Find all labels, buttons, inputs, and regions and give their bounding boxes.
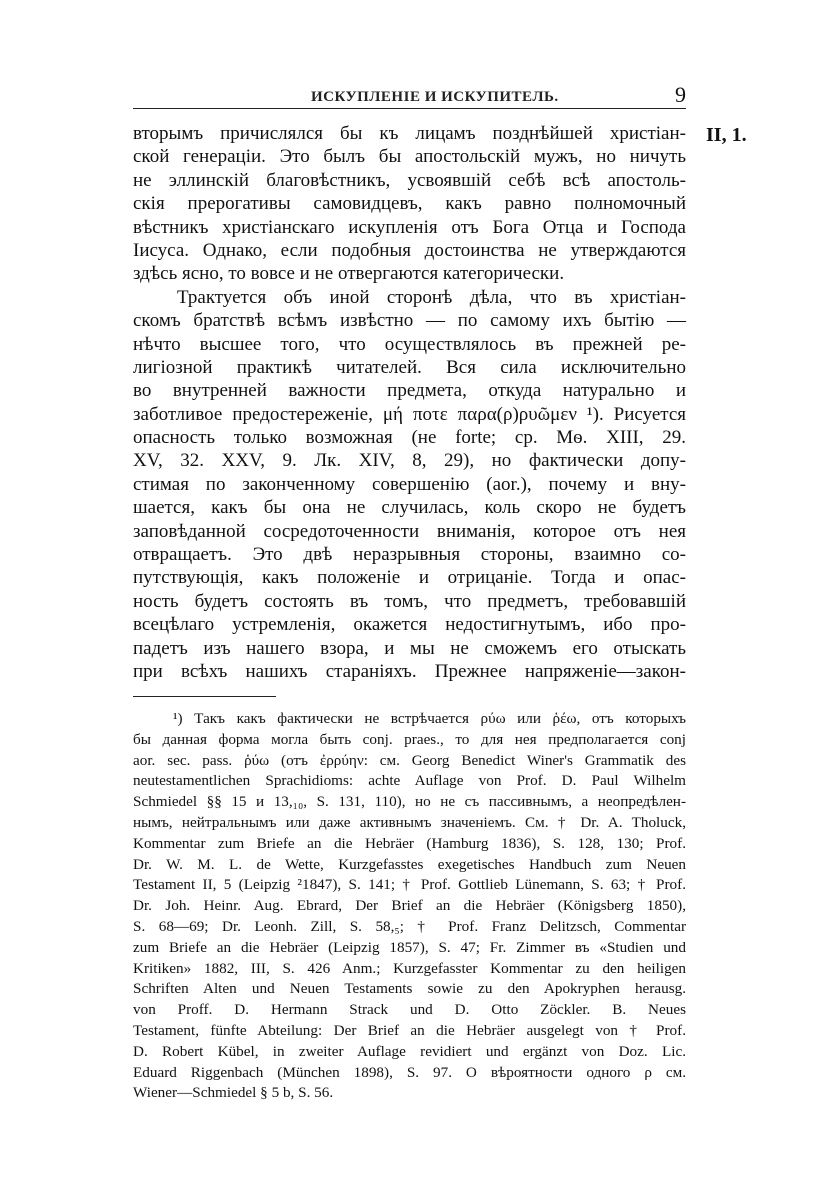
- text-line: вторымъ причислялся бы къ лицамъ позднѣйшей христіан-: [133, 123, 686, 144]
- text-line: во внутренней важности предмета, откуда натурально и: [133, 380, 686, 402]
- footnote-line: Eduard Riggenbach (München 1898), S. 97. О вѣроятности одного ρ см.: [133, 1063, 686, 1081]
- footnote-line: D. Robert Kübel, in zweiter Auflage revidiert und ergänzt von Doz. Lic.: [133, 1042, 686, 1060]
- footnote-line: Dr. Joh. Heinr. Aug. Ebrard, Der Brief an die Hebräer (Königsberg 1850),: [133, 897, 686, 915]
- text-line: скомъ братствѣ всѣмъ извѣстно — по самому ихъ бытію —: [133, 310, 686, 332]
- text-line: падетъ изъ нашего взора, и мы не сможемъ его отыскать: [133, 637, 686, 659]
- running-head: [133, 82, 686, 109]
- main-text-block: [133, 122, 686, 683]
- footnote-line: Schriften Alten und Neuen Testaments sowie zu den Apokryphen herausg.: [133, 980, 686, 998]
- text-line: ской генераціи. Это былъ бы апостольскій мужъ, но ничуть: [133, 146, 686, 168]
- footnote-line: zum Briefe an die Hebräer (Leipzig 1857), S. 47; Fr. Zimmer въ «Studien und: [133, 938, 686, 956]
- text-line: не эллинскій благовѣстникъ, усвоявшій себѣ всѣ апостоль-: [133, 169, 686, 191]
- text-line: путствующія, какъ положеніе и отрицаніе. Тогда и опас-: [133, 567, 686, 589]
- text-line: здѣсь ясно, то вовсе и не отвергаются категорически.: [133, 263, 565, 285]
- text-line: заповѣданной сосредоточенности вниманія, которое отъ нея: [133, 520, 686, 542]
- footnote-line: Kommentar zum Briefe an die Hebräer (Hamburg 1836), S. 128, 130; Prof.: [133, 834, 686, 852]
- footnote-line: Testament II, 5 (Leipzig ²1847), S. 141; † Prof. Gottlieb Lünemann, S. 63; † Prof.: [133, 876, 686, 894]
- text-line: вѣстникъ христіанскаго искупленія отъ Бога Отца и Господа: [133, 216, 686, 238]
- text-line: отвращаетъ. Это двѣ неразрывныя стороны, взаимно со-: [133, 544, 686, 566]
- margin-reference: II, 1.: [706, 124, 747, 146]
- footnote-line: Wiener—Schmiedel § 5 b, S. 56.: [133, 1084, 334, 1102]
- footnote-line: von Proff. D. Hermann Strack und D. Otto Zöckler. B. Neues: [133, 1001, 686, 1019]
- footnote-line: aor. sec. pass. ῥύω (отъ ἐρρύην: см. Georg Benedict Winer's Grammatik des: [133, 751, 686, 769]
- text-line: стимая по законченному совершенію (aor.), почему и вну-: [133, 473, 686, 495]
- text-line: лигіозной практикѣ читателей. Вся сила исключительно: [133, 356, 686, 378]
- running-title: ИСКУПЛЕНIЕ И ИСКУПИТЕЛЬ.: [311, 89, 559, 105]
- footnote-rule: [133, 696, 276, 697]
- text-line: скія прерогативы самовидцевъ, какъ равно полномочный: [133, 193, 686, 215]
- footnote-line: ¹) Такъ какъ фактически не встрѣчается ρύω или ῥέω, отъ которыхъ: [173, 710, 686, 727]
- text-line: шается, какъ бы она не случилась, коль скоро не будетъ: [133, 497, 686, 519]
- text-line: опасность только возможная (не forte; ср. Мѳ. XIII, 29.: [133, 427, 686, 449]
- text-line: при всѣхъ нашихъ стараніяхъ. Прежнее напряженіе—закон-: [133, 660, 686, 682]
- footnote-line: Testament, fünfte Abteilung: Der Brief an die Hebräer ausgelegt von † Prof.: [133, 1021, 686, 1039]
- footnote-line: Kritiken» 1882, III, S. 426 Anm.; Kurzgefasster Kommentar zu den heiligen: [133, 959, 686, 977]
- text-line: всецѣлаго устремленія, окажется недостигнутымъ, ибо про-: [133, 614, 686, 636]
- footnote-line: Dr. W. M. L. de Wette, Kurzgefasstes exegetisches Handbuch zum Neuen: [133, 855, 686, 873]
- footnote-line: нымъ, нейтральнымъ или даже активнымъ значеніемъ. См. † Dr. A. Tholuck,: [133, 813, 686, 831]
- text-line: XV, 32. XXV, 9. Лк. XIV, 8, 29), но фактически допу-: [133, 450, 686, 472]
- footnote-line: Schmiedel §§ 15 и 13,₁₀, S. 131, 110), но не съ пассивнымъ, а неопредѣлен-: [133, 793, 686, 811]
- text-line: Іисуса. Однако, если подобныя достоинства не утверждаются: [133, 239, 686, 261]
- text-line: Трактуется объ иной сторонѣ дѣла, что въ христіан-: [177, 286, 686, 308]
- footnote-block: [133, 709, 686, 1104]
- footnote-line: neutestamentlichen Sprachidioms: achte Auflage von Prof. D. Paul Wilhelm: [133, 772, 686, 790]
- footnote-line: S. 68—69; Dr. Leonh. Zill, S. 58,₅; † Prof. Franz Delitzsch, Commentar: [133, 917, 686, 935]
- page-number: 9: [675, 82, 686, 107]
- text-line: ность будетъ состоять въ томъ, что предметъ, требовавшій: [133, 590, 686, 612]
- footnote-line: бы данная форма могла быть conj. praes., то для нея предполагается conj: [133, 730, 686, 748]
- text-line: заботливое предостереженіе, μή ποτε παρα(ρ)ρυῶμεν ¹). Рисуется: [133, 403, 686, 425]
- text-line: нѣчто высшее того, что осуществлялось въ прежней ре-: [133, 333, 686, 355]
